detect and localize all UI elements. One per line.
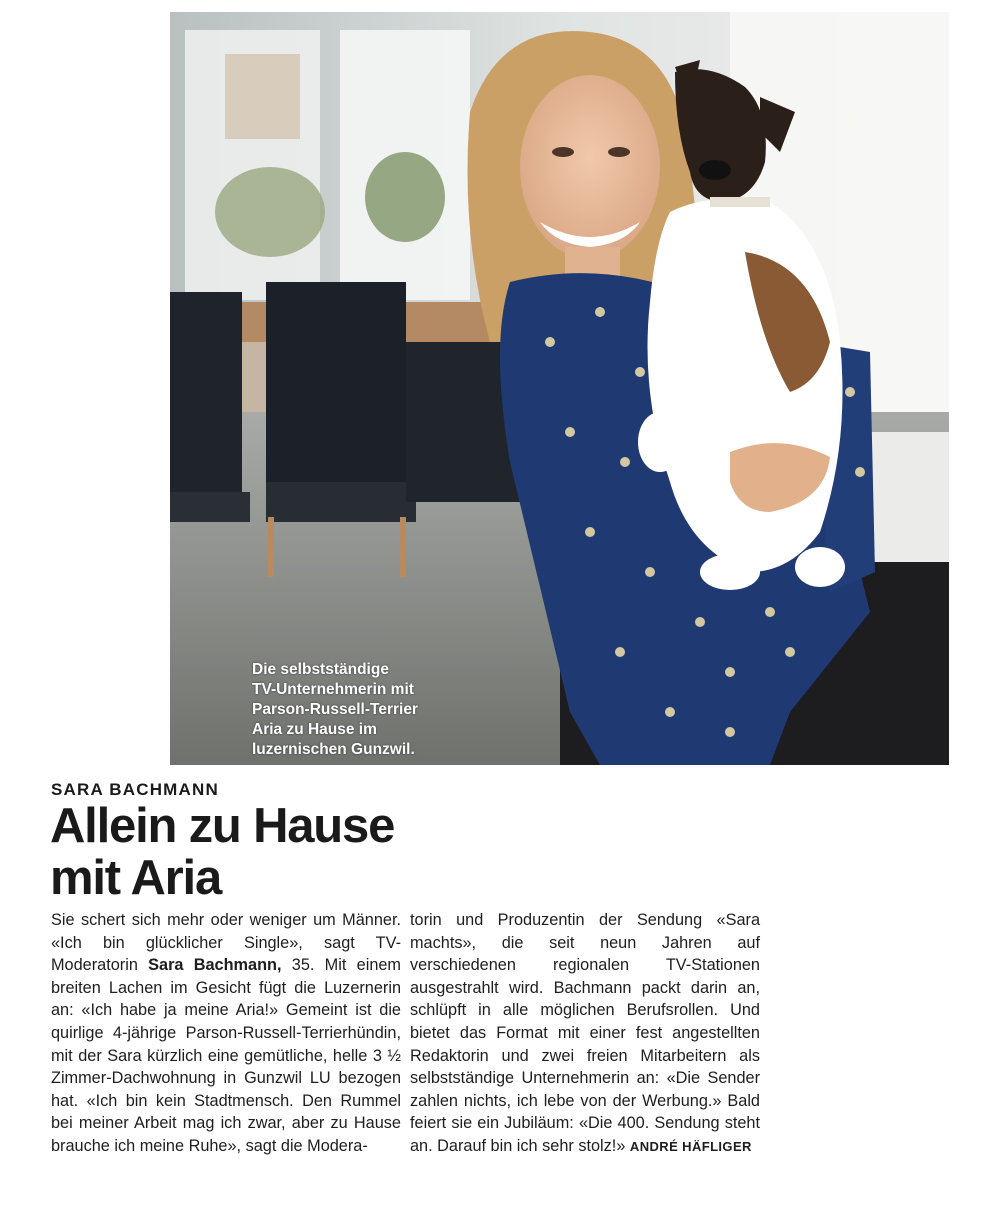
caption-line: luzernischen Gunzwil. <box>252 741 415 758</box>
body-text: torin und Produzentin der Sendung «Sara machts», die seit neun Jahren auf verschiedenen regionalen TV-Stationen ausgestrahlt wird. Bachmann packt darin an, schlüpft in alle möglichen Berufsrollen. Und bietet das Format mit einer fest angestellten Redaktorin und zwei freien Mitarbeitern als selbstständige Unternehmerin an: «Die Sender zahlen nichts, ich lebe von der Werbung.» Bald feiert sie ein Jubiläum: «Die 400. Sendung steht an. Darauf bin ich sehr stolz!» <box>410 911 760 1155</box>
author-byline: ANDRÉ HÄFLIGER <box>629 1138 752 1154</box>
caption-line: Aria zu Hause im <box>252 721 377 738</box>
article-column-2 <box>410 909 760 1159</box>
caption-line: TV-Unternehmerin mit <box>252 681 414 698</box>
headline-line-1: Allein zu Hause <box>50 799 395 853</box>
article-kicker: SARA BACHMANN <box>51 780 219 799</box>
article-column-1 <box>51 909 401 1158</box>
caption-line: Die selbstständige <box>252 661 389 678</box>
person-name: Sara Bachmann, <box>148 956 282 975</box>
article-photo <box>170 12 949 765</box>
headline-line-2: mit Aria <box>50 851 222 905</box>
body-text: Sie schert sich mehr oder weniger um Männer. «Ich bin glücklicher Single», sagt TV-Moderatorin <box>51 911 401 975</box>
caption-line: Parson-Russell-Terrier <box>252 701 418 718</box>
photo-illustration <box>170 12 949 765</box>
article-headline <box>50 800 470 904</box>
body-text: 35. Mit einem breiten Lachen im Gesicht fügt die Luzernerin an: «Ich habe ja meine Aria!» Gemeint ist die quirlige 4-jährige Parson-Russell-Terrierhündin, mit der Sara kürzlich eine gemütliche, helle 3 ½ Zimmer-Dachwohnung in Gunzwil LU bezogen hat. «Ich bin kein Stadtmensch. Den Rummel bei meiner Arbeit mag ich zwar, aber zu Hause brauche ich meine Ruhe», sagt die Modera- <box>51 956 401 1155</box>
photo-caption <box>252 660 472 760</box>
